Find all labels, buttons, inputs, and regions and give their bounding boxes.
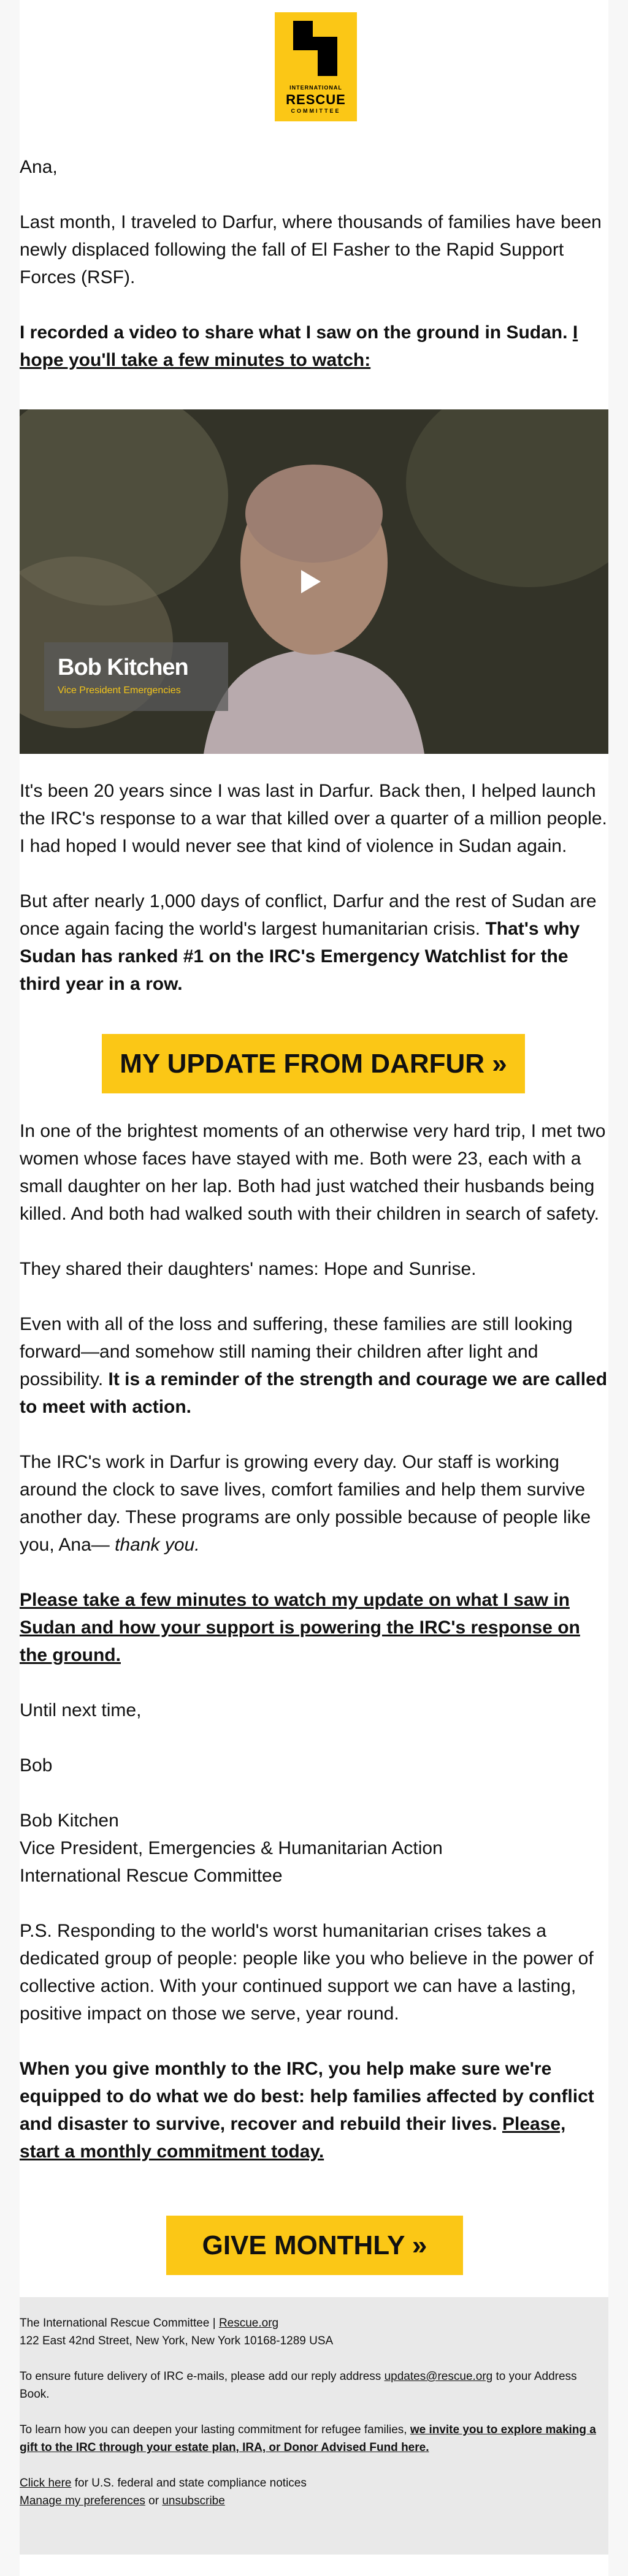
footer-site-link[interactable]: Rescue.org [218, 2317, 279, 2330]
footer-delivery-text: To ensure future delivery of IRC e-mails, please add our reply address [20, 2370, 381, 2383]
irc-logo[interactable] [275, 12, 357, 121]
history-paragraph: It's been 20 years since I was last in Darfur. Back then, I helped launch the IRC's response to a war that killed over a quarter of a million people. I had hoped I would never see that kind of violence in Sudan again. [20, 781, 607, 856]
unsubscribe-link[interactable]: unsubscribe [162, 2494, 225, 2507]
logo-line3: COMMITTEE [291, 108, 341, 114]
signature-role: Vice President, Emergencies & Humanitarian Action [20, 1838, 443, 1858]
footer-legacy-text: To learn how you can deepen your lasting commitment for refugee families, [20, 2423, 407, 2436]
logo-line1: INTERNATIONAL [289, 85, 342, 91]
video-intro [20, 319, 608, 374]
footer-legacy-link[interactable]: we invite you to explore making a gift to the IRC through your estate plan, IRA, or Donor Advised Fund here. [20, 2423, 596, 2454]
logo-line2: RESCUE [286, 92, 346, 107]
signoff-name: Bob [20, 1755, 53, 1776]
closing-line: Until next time, [20, 1700, 142, 1720]
footer-compliance-link[interactable]: Click here [20, 2477, 72, 2490]
ps-paragraph: P.S. Responding to the world's worst humanitarian crises takes a dedicated group of people: people like you who believe in the power of collective action. With your continued support we can have a lasting, positive impact on those we serve, year round. [20, 1921, 594, 2024]
right-gutter [608, 0, 628, 2576]
video-role: Vice President Emergencies [58, 685, 181, 696]
watch-paragraph [20, 1586, 608, 1669]
left-gutter [0, 0, 20, 2576]
footer [20, 2297, 608, 2555]
intro-paragraph: Last month, I traveled to Darfur, where thousands of families have been newly displaced following the fall of El Fasher to the Rapid Support Forces (RSF). [20, 212, 602, 287]
watch-update-link[interactable]: Please take a few minutes to watch my update on what I saw in Sudan and how your support is powering the IRC's response on the ground. [20, 1590, 580, 1665]
greeting: Ana, [20, 157, 58, 177]
footer-delivery [20, 2368, 596, 2403]
work-paragraph [20, 1448, 608, 1559]
update-cta-button[interactable]: MY UPDATE FROM DARFUR » [102, 1034, 525, 1093]
crisis-bold: That's why Sudan has ranked #1 on the IRC's Emergency Watchlist for the third year in a row. [20, 919, 580, 994]
monthly-link[interactable]: Please, start a monthly commitment today. [20, 2114, 566, 2162]
manage-preferences-link[interactable]: Manage my preferences [20, 2494, 145, 2507]
hope-text: Even with all of the loss and suffering, these families are still looking forward—and somehow still naming their children after light and possibility. [20, 1314, 573, 1389]
crisis-paragraph [20, 887, 608, 998]
work-text: The IRC's work in Darfur is growing every day. Our staff is working around the clock to save lives, comfort families and help them survive another day. These programs are only possible because of people like you, Ana— [20, 1452, 591, 1555]
footer-compliance [20, 2474, 596, 2492]
signature-name: Bob Kitchen [20, 1810, 119, 1831]
footer-legacy [20, 2421, 596, 2456]
video-intro-link[interactable]: I hope you'll take a few minutes to watch: [20, 322, 578, 370]
footer-org: The International Rescue Committee | [20, 2317, 216, 2330]
video-name: Bob Kitchen [58, 655, 188, 680]
monthly-paragraph [20, 2055, 608, 2165]
names-paragraph: They shared their daughters' names: Hope and Sunrise. [20, 1259, 477, 1279]
footer-email-link[interactable]: updates@rescue.org [384, 2370, 493, 2383]
footer-delivery-tail: to your Address Book. [20, 2370, 577, 2401]
irc-logo-mark-icon [275, 12, 357, 86]
video-name-card [44, 642, 228, 711]
video-intro-bold: I recorded a video to share what I saw on the ground in Sudan. [20, 322, 568, 343]
footer-org-line [20, 2314, 596, 2332]
footer-or: or [148, 2494, 159, 2507]
hope-bold: It is a reminder of the strength and courage we are called to meet with action. [20, 1369, 608, 1417]
thank-you-text: thank you. [115, 1535, 200, 1555]
signature-org: International Rescue Committee [20, 1866, 283, 1886]
footer-prefs-line [20, 2492, 596, 2510]
women-paragraph: In one of the brightest moments of an otherwise very hard trip, I met two women whose faces have stayed with me. Both were 23, each with a small daughter on her lap. Both had just watched their husbands being killed. And both had walked south with their children in search of safety. [20, 1121, 606, 1224]
video-thumbnail[interactable] [20, 409, 608, 754]
footer-compliance-text: for U.S. federal and state compliance notices [74, 2477, 307, 2490]
hope-paragraph [20, 1310, 608, 1421]
play-icon[interactable] [301, 570, 321, 593]
monthly-bold: When you give monthly to the IRC, you help make sure we're equipped to do what we do best: help families affected by conflict and disaster to survive, recover and rebuild their lives. [20, 2059, 594, 2134]
crisis-text: But after nearly 1,000 days of conflict, Darfur and the rest of Sudan are once again facing the world's largest humanitarian crisis. [20, 891, 597, 939]
give-monthly-button[interactable]: GIVE MONTHLY » [166, 2216, 463, 2275]
footer-address: 122 East 42nd Street, New York, New York 10168-1289 USA [20, 2335, 334, 2347]
